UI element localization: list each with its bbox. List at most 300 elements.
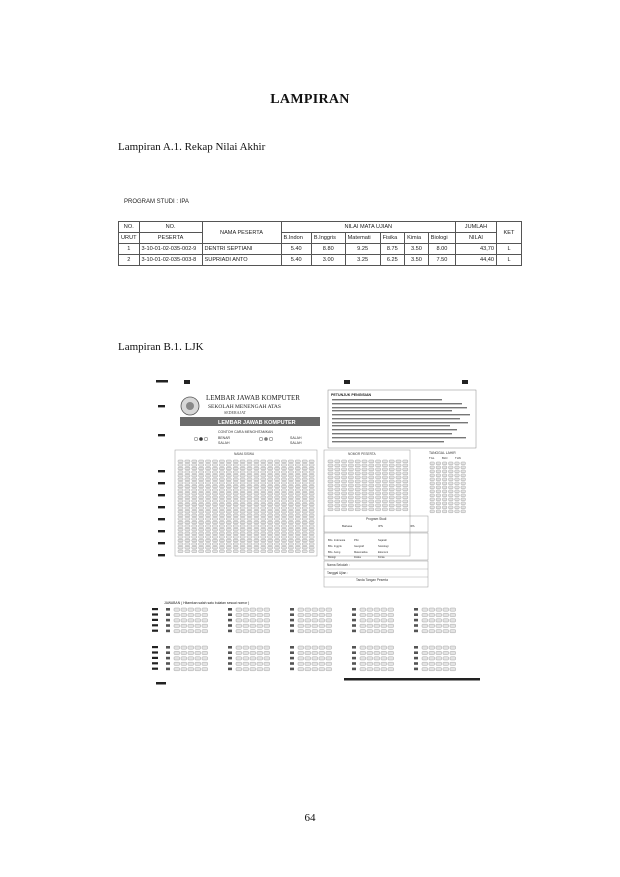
answer-bubble [450,646,456,649]
answer-bubble [185,510,190,513]
answer-bubble [268,528,273,531]
jawaban-title: JAWABAN ( Hitamkan salah satu bulatan sesuai nomor ) [164,601,250,605]
answer-bubble [376,492,381,495]
answer-bubble [226,503,231,506]
answer-bubble [275,482,280,485]
answer-bubble [282,467,287,470]
answer-bubble [247,482,252,485]
answer-bubble [288,521,293,524]
answer-bubble [282,539,287,542]
answer-bubble [436,624,442,627]
answer-bubble [192,514,197,517]
answer-bubble [178,525,183,528]
question-number-mark [228,613,232,616]
answer-bubble [174,624,180,627]
answer-bubble [288,489,293,492]
answer-bubble [461,494,465,497]
answer-bubble [381,619,387,622]
answer-bubble [312,662,318,665]
section-a-heading: Lampiran A.1. Rekap Nilai Akhir [118,141,266,153]
answer-bubble [192,482,197,485]
answer-bubble [275,489,280,492]
answer-bubble [396,492,401,495]
school-logo-center [186,402,194,410]
answer-bubble [206,521,211,524]
answer-bubble [268,521,273,524]
answer-bubble [219,514,224,517]
answer-bubble [348,508,353,511]
timing-mark [152,613,158,615]
question-number-mark [166,662,170,665]
answer-bubble [181,619,187,622]
answer-bubble [442,490,446,493]
answer-bubble [403,460,408,463]
answer-bubble [295,489,300,492]
answer-bubble [195,668,201,671]
answer-bubble [243,651,249,654]
answer-bubble [282,510,287,513]
answer-bubble [422,613,428,616]
answer-bubble [312,619,318,622]
cell-score: 3.00 [311,255,345,266]
answer-bubble [250,662,256,665]
answer-bubble [302,478,307,481]
answer-bubble [367,668,373,671]
answer-bubble [268,496,273,499]
answer-bubble [202,662,208,665]
answer-bubble [240,496,245,499]
answer-bubble [264,613,270,616]
answer-bubble [382,464,387,467]
answer-bubble [282,536,287,539]
answer-bubble [275,496,280,499]
answer-bubble [254,532,259,535]
answer-bubble [360,651,366,654]
answer-bubble [295,514,300,517]
answer-bubble [367,619,373,622]
answer-bubble [302,510,307,513]
answer-bubble [295,532,300,535]
answer-bubble [328,464,333,467]
answer-bubble [449,494,453,497]
ljk-svg [148,368,488,690]
answer-bubble [275,467,280,470]
table-row [119,255,522,266]
answer-bubble [254,550,259,553]
question-number-mark [228,630,232,633]
answer-bubble [254,507,259,510]
answer-bubble [309,500,314,503]
answer-bubble [382,488,387,491]
answer-bubble [247,489,252,492]
answer-bubble [388,630,394,633]
answer-bubble [312,613,318,616]
answer-bubble [275,525,280,528]
answer-bubble [219,532,224,535]
answer-bubble [455,502,459,505]
answer-bubble [430,502,434,505]
answer-bubble [233,536,238,539]
answer-bubble [243,624,249,627]
answer-bubble [396,464,401,467]
answer-bubble [199,532,204,535]
subject-item: Biologi [328,556,336,559]
answer-bubble [185,478,190,481]
answer-bubble [213,478,218,481]
answer-bubble [240,489,245,492]
answer-bubble [430,486,434,489]
timing-mark [152,624,158,626]
answer-bubble [192,543,197,546]
answer-bubble [422,619,428,622]
answer-bubble [288,525,293,528]
answer-bubble [295,550,300,553]
answer-bubble [376,460,381,463]
answer-bubble [381,646,387,649]
answer-bubble [213,492,218,495]
answer-bubble [328,500,333,503]
answer-bubble [219,485,224,488]
timing-mark [152,619,158,621]
answer-bubble [192,521,197,524]
answer-bubble [219,503,224,506]
answer-bubble [396,460,401,463]
answer-bubble [369,476,374,479]
answer-bubble [185,471,190,474]
answer-bubble [268,514,273,517]
answer-bubble [254,536,259,539]
answer-bubble [295,482,300,485]
answer-bubble [178,521,183,524]
question-number-mark [166,624,170,627]
answer-bubble [374,619,380,622]
answer-bubble [355,464,360,467]
answer-bubble [288,460,293,463]
answer-bubble [195,657,201,660]
answer-bubble [261,478,266,481]
answer-bubble [348,460,353,463]
h-subject: B.Inggris [311,233,345,244]
answer-bubble [219,460,224,463]
answer-bubble [236,630,242,633]
answer-bubble [195,613,201,616]
answer-bubble [302,482,307,485]
answer-bubble [436,651,442,654]
answer-bubble [396,504,401,507]
answer-bubble [436,646,442,649]
answer-bubble [374,662,380,665]
answer-bubble [295,503,300,506]
answer-bubble [275,550,280,553]
answer-bubble [202,657,208,660]
answer-bubble [261,510,266,513]
answer-bubble [192,474,197,477]
answer-bubble [382,508,387,511]
answer-bubble [450,619,456,622]
answer-bubble [247,478,252,481]
answer-bubble [282,464,287,467]
answer-bubble [328,488,333,491]
answer-bubble [298,608,304,611]
answer-bubble [388,619,394,622]
answer-bubble [403,492,408,495]
answer-bubble [430,494,434,497]
answer-bubble [254,489,259,492]
answer-bubble [436,502,440,505]
answer-bubble [429,657,435,660]
answer-bubble [178,536,183,539]
answer-bubble [268,518,273,521]
answer-bubble [240,507,245,510]
answer-bubble [295,478,300,481]
answer-bubble [282,550,287,553]
answer-bubble [268,489,273,492]
answer-bubble [429,662,435,665]
answer-bubble [309,510,314,513]
answer-bubble [369,508,374,511]
answer-bubble [250,646,256,649]
answer-bubble [348,504,353,507]
answer-bubble [254,464,259,467]
answer-bubble [309,474,314,477]
answer-bubble [382,496,387,499]
answer-bubble [362,500,367,503]
answer-bubble [233,467,238,470]
answer-bubble [236,613,242,616]
answer-bubble [282,489,287,492]
answer-bubble [219,510,224,513]
answer-bubble [213,539,218,542]
answer-bubble [181,646,187,649]
answer-bubble [298,651,304,654]
answer-bubble [254,546,259,549]
cell-ket: L [497,244,522,255]
answer-bubble [257,619,263,622]
cell-score: 6.25 [380,255,404,266]
answer-bubble [282,496,287,499]
answer-bubble [254,518,259,521]
answer-bubble [436,608,442,611]
answer-bubble [348,476,353,479]
answer-bubble [309,539,314,542]
answer-bubble [362,472,367,475]
answer-bubble [250,624,256,627]
timing-mark [152,651,158,653]
answer-bubble [382,504,387,507]
answer-bubble [376,480,381,483]
answer-bubble [247,543,252,546]
answer-bubble [367,624,373,627]
answer-bubble [233,460,238,463]
answer-bubble [178,539,183,542]
answer-bubble [381,624,387,627]
answer-bubble [174,613,180,616]
answer-bubble [396,488,401,491]
answer-bubble [247,507,252,510]
answer-bubble [295,525,300,528]
answer-bubble [362,484,367,487]
answer-bubble [178,489,183,492]
answer-bubble [213,500,218,503]
answer-bubble [247,492,252,495]
answer-bubble [429,624,435,627]
h-subject: Matemati [345,233,380,244]
answer-bubble [436,510,440,513]
answer-bubble [261,521,266,524]
answer-bubble [305,646,311,649]
answer-bubble [436,494,440,497]
answer-bubble [247,532,252,535]
answer-bubble [369,460,374,463]
answer-bubble [233,500,238,503]
answer-bubble [282,507,287,510]
answer-bubble [192,536,197,539]
answer-bubble [268,543,273,546]
answer-bubble [233,478,238,481]
answer-bubble [206,482,211,485]
answer-bubble [185,543,190,546]
answer-bubble [261,525,266,528]
question-number-mark [228,651,232,654]
answer-bubble [443,668,449,671]
answer-bubble [236,668,242,671]
question-number-mark [352,613,356,616]
answer-bubble [250,657,256,660]
answer-bubble [288,539,293,542]
answer-bubble [288,507,293,510]
answer-bubble [369,480,374,483]
answer-bubble [461,506,465,509]
question-number-mark [166,608,170,611]
answer-bubble [199,492,204,495]
answer-bubble [362,488,367,491]
answer-bubble [436,613,442,616]
answer-bubble [389,504,394,507]
answer-bubble [382,460,387,463]
answer-bubble [261,471,266,474]
answer-bubble [206,485,211,488]
tanggal-lahir-label: TANGGAL LAHIR [429,451,456,455]
answer-bubble [355,496,360,499]
answer-bubble [295,518,300,521]
answer-bubble [185,546,190,549]
answer-bubble [247,546,252,549]
answer-bubble [178,478,183,481]
answer-bubble [362,504,367,507]
answer-bubble [268,532,273,535]
answer-bubble [355,460,360,463]
answer-bubble [181,662,187,665]
answer-bubble [369,496,374,499]
answer-bubble [295,464,300,467]
answer-bubble [369,464,374,467]
answer-bubble [442,506,446,509]
answer-bubble [213,489,218,492]
answer-bubble [382,500,387,503]
answer-bubble [382,468,387,471]
answer-bubble [450,651,456,654]
answer-bubble [396,480,401,483]
question-number-mark [228,662,232,665]
answer-bubble [268,536,273,539]
answer-bubble [348,500,353,503]
answer-bubble [192,485,197,488]
answer-bubble [275,546,280,549]
answer-bubble [295,507,300,510]
answer-bubble [261,503,266,506]
answer-bubble [213,474,218,477]
answer-bubble [369,468,374,471]
answer-bubble [355,484,360,487]
answer-bubble [282,503,287,506]
question-number-mark [352,619,356,622]
answer-bubble [369,504,374,507]
answer-bubble [455,478,459,481]
answer-bubble [199,550,204,553]
answer-bubble [282,500,287,503]
answer-bubble [261,514,266,517]
answer-bubble [261,532,266,535]
answer-bubble [355,488,360,491]
answer-bubble [367,651,373,654]
h-jumlah-1: JUMLAH [456,222,497,233]
answer-bubble [326,624,332,627]
answer-bubble [302,518,307,521]
answer-bubble [362,468,367,471]
answer-bubble [206,507,211,510]
answer-bubble [312,608,318,611]
answer-bubble [264,651,270,654]
answer-bubble [206,543,211,546]
answer-bubble [264,624,270,627]
answer-bubble [219,528,224,531]
answer-bubble [213,514,218,517]
answer-bubble [226,518,231,521]
answer-bubble [436,474,440,477]
question-number-mark [290,662,294,665]
answer-bubble [429,608,435,611]
answer-bubble [188,619,194,622]
answer-bubble [326,619,332,622]
answer-bubble [174,657,180,660]
answer-bubble [188,613,194,616]
answer-bubble [178,532,183,535]
answer-bubble [442,474,446,477]
answer-bubble [275,543,280,546]
answer-bubble [348,472,353,475]
answer-bubble [213,467,218,470]
answer-bubble [367,613,373,616]
answer-bubble [362,460,367,463]
answer-bubble [455,510,459,513]
answer-bubble [342,504,347,507]
answer-bubble [254,474,259,477]
answer-bubble [261,467,266,470]
answer-bubble [450,630,456,633]
answer-bubble [261,489,266,492]
answer-bubble [275,514,280,517]
answer-bubble [422,662,428,665]
answer-bubble [449,510,453,513]
answer-bubble [213,510,218,513]
answer-bubble [219,539,224,542]
answer-bubble [236,657,242,660]
answer-bubble [275,474,280,477]
answer-bubble [403,500,408,503]
answer-bubble [178,485,183,488]
answer-bubble [226,482,231,485]
answer-bubble [275,536,280,539]
